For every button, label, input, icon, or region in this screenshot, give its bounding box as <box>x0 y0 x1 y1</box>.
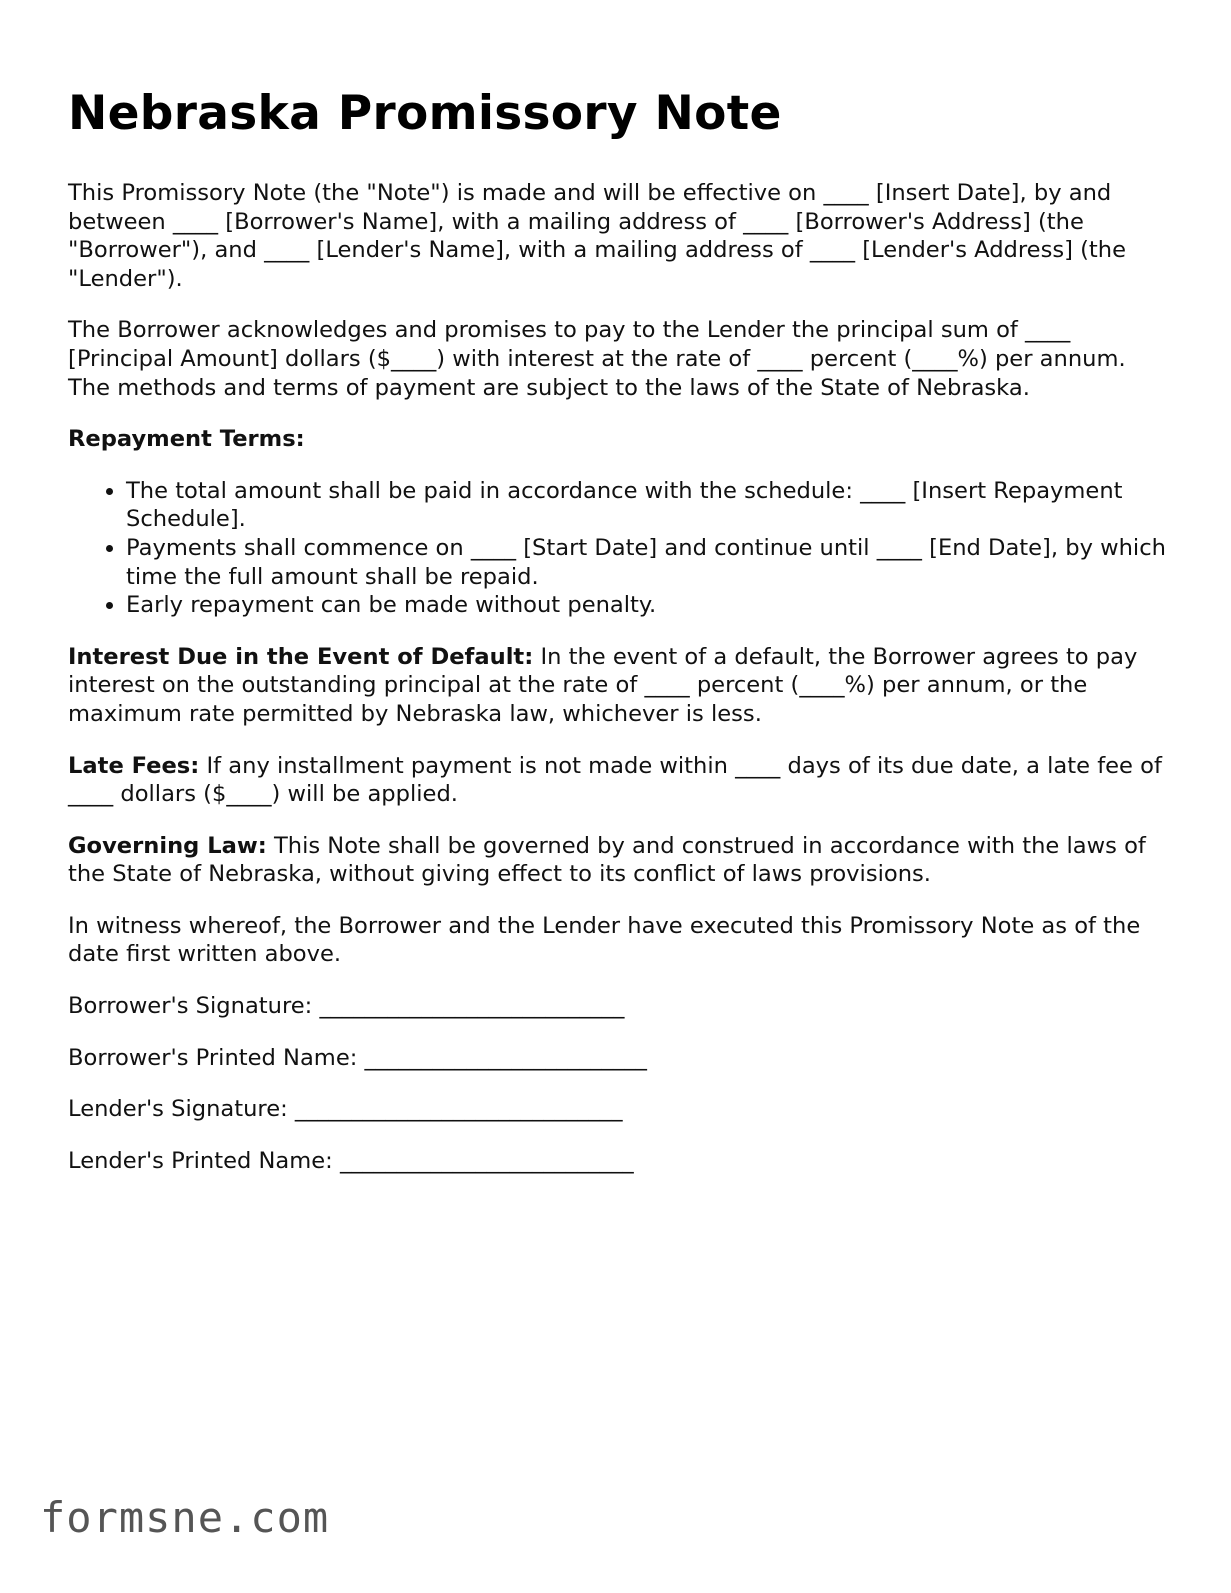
witness-paragraph: In witness whereof, the Borrower and the Lender have executed this Promissory Note as of the date first written above. <box>68 912 1141 968</box>
governing-law-paragraph <box>68 832 1168 889</box>
borrower-printed-name-line: Borrower's Printed Name: _________________________ <box>68 1044 647 1071</box>
lender-printed-name-line: Lender's Printed Name: __________________________ <box>68 1147 634 1174</box>
late-fees-text: If any installment payment is not made within ____ days of its due date, a late fee of ____ dollars ($____) will be applied. <box>68 752 1162 808</box>
document-title: Nebraska Promissory Note <box>68 86 782 141</box>
late-fees-label: Late Fees: <box>68 752 200 779</box>
document-page <box>68 82 1168 1198</box>
repayment-terms-list <box>68 477 1168 620</box>
default-interest-paragraph <box>68 643 1168 729</box>
list-item: • Early repayment can be made without penalty. <box>126 591 1168 620</box>
intro-paragraph: This Promissory Note (the "Note") is made and will be effective on ____ [Insert Date], by and between ____ [Borrower's Name], with a mailing address of ____ [Borrower's Address] (the "Borrower"), and ____ [Lender's Name], with a mailing address of ____ [Lender's Address] (the "Lender"). <box>68 180 1127 292</box>
lender-signature-line: Lender's Signature: _____________________________ <box>68 1096 623 1123</box>
governing-law-text: This Note shall be governed by and construed in accordance with the laws of the State of Nebraska, without giving effect to its conflict of laws provisions. <box>68 832 1146 888</box>
late-fees-paragraph <box>68 752 1168 809</box>
default-interest-label: Interest Due in the Event of Default: <box>68 643 534 670</box>
promise-paragraph: The Borrower acknowledges and promises to pay to the Lender the principal sum of ____ [Principal Amount] dollars ($____) with interest at the rate of ____ percent (____%) per annum. The methods and terms of payment are subject to the laws of the State of Nebraska. <box>68 317 1126 401</box>
list-item: • The total amount shall be paid in accordance with the schedule: ____ [Insert Repayment Schedule]. <box>126 477 1168 534</box>
default-interest-text: In the event of a default, the Borrower agrees to pay interest on the outstanding principal at the rate of ____ percent (____%) per annum, or the maximum rate permitted by Nebraska law, whichever is less. <box>68 643 1138 727</box>
footer-site-watermark: formsne.com <box>40 1493 330 1542</box>
list-item: • Payments shall commence on ____ [Start Date] and continue until ____ [End Date], by which time the full amount shall be repaid. <box>126 534 1168 591</box>
borrower-signature-line: Borrower's Signature: ___________________________ <box>68 993 625 1020</box>
repayment-terms-heading: Repayment Terms: <box>68 426 305 453</box>
governing-law-label: Governing Law: <box>68 832 267 859</box>
